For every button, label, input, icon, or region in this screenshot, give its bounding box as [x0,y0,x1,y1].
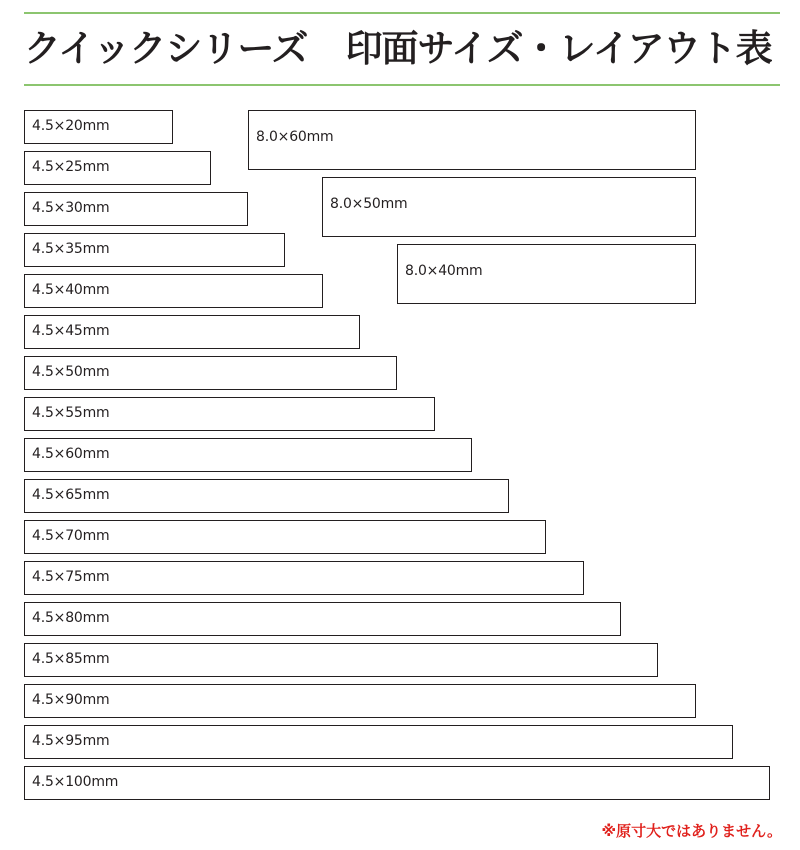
size-label: 4.5×65mm [32,487,110,503]
size-box-4.5x50 [24,356,397,390]
size-box-4.5x20 [24,110,173,144]
size-label: 4.5×100mm [32,774,119,790]
not-actual-size-note: ※原寸大ではありません。 [601,822,782,840]
size-label: 4.5×35mm [32,241,110,257]
size-box-8.0x40 [397,244,696,304]
size-label: 4.5×90mm [32,692,110,708]
size-label: 4.5×55mm [32,405,110,421]
size-box-4.5x95 [24,725,733,759]
size-label: 4.5×75mm [32,569,110,585]
page-subtitle: 印面サイズ・レイアウト表 [345,27,772,70]
size-label: 4.5×70mm [32,528,110,544]
size-label: 8.0×50mm [330,196,408,212]
size-label: 4.5×60mm [32,446,110,462]
size-box-4.5x45 [24,315,360,349]
size-label: 4.5×25mm [32,159,110,175]
size-box-4.5x70 [24,520,546,554]
size-box-4.5x85 [24,643,658,677]
size-label: 4.5×80mm [32,610,110,626]
size-box-4.5x80 [24,602,621,636]
size-box-8.0x60 [248,110,696,170]
page-title [24,20,772,78]
size-box-4.5x55 [24,397,435,431]
size-label: 4.5×20mm [32,118,110,134]
series-name: クイックシリーズ [24,27,308,70]
header-top-rule [24,12,780,14]
size-label: 4.5×85mm [32,651,110,667]
size-box-4.5x65 [24,479,509,513]
size-label: 4.5×50mm [32,364,110,380]
size-box-4.5x25 [24,151,211,185]
size-label: 8.0×60mm [256,129,334,145]
size-label: 8.0×40mm [405,263,483,279]
size-box-4.5x90 [24,684,696,718]
size-box-4.5x100 [24,766,770,800]
size-box-4.5x60 [24,438,472,472]
size-label: 4.5×45mm [32,323,110,339]
size-label: 4.5×30mm [32,200,110,216]
size-box-8.0x50 [322,177,696,237]
size-label: 4.5×95mm [32,733,110,749]
header-bottom-rule [24,84,780,86]
size-box-4.5x30 [24,192,248,226]
size-box-4.5x75 [24,561,584,595]
size-label: 4.5×40mm [32,282,110,298]
size-box-4.5x35 [24,233,285,267]
size-box-4.5x40 [24,274,323,308]
